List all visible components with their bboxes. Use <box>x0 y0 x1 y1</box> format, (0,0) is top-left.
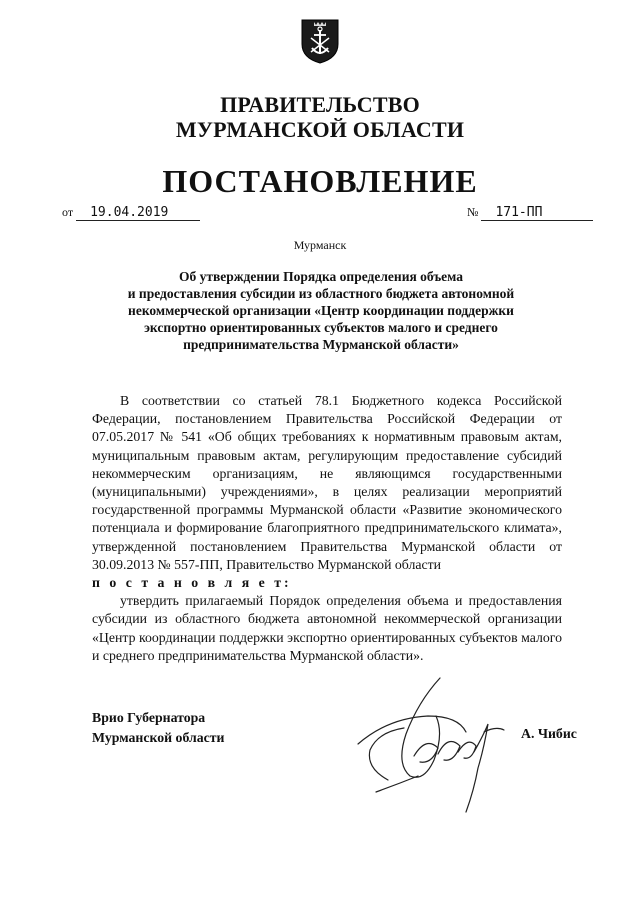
decree-word: п о с т а н о в л я е т: <box>92 575 292 591</box>
government-name-line2: МУРМАНСКОЙ ОБЛАСТИ <box>175 117 465 142</box>
document-type-title: ПОСТАНОВЛЕНИЕ <box>162 163 478 199</box>
document-subject <box>80 268 562 353</box>
preamble-paragraph: В соответствии со статьей 78.1 Бюджетного кодекса Российской Федерации, постановлением Правительства Российской Федерации от 07.05.2017 № 541 «Об общих требованиях к нормативным правовым актам, муниципальным правовым актам, регулирующим предоставление субсидий некоммерческим организациям, не являющимся государственными (муниципальными) учреждениями», в целях реализации мероприятий государственной программы Мурманской области «Развитие экономического потенциала и формирование благоприятного предпринимательского климата», утвержденной постановлением Правительства Мурманской области от 30.09.2013 № 557-ПП, Правительство Мурманской области <box>92 393 562 572</box>
date-prefix: от <box>62 205 74 219</box>
decision-paragraph: утвердить прилагаемый Порядок определения объема и предоставления субсидии из областного бюджета автономной некоммерческой организации «Центр координации поддержки экспортно ориентированных субъектов малого и среднего предпринимательства Мурманской области». <box>92 593 562 663</box>
government-name-line1: ПРАВИТЕЛЬСТВО <box>220 92 420 117</box>
subject-line: и предоставления субсидии из областного бюджета автономной <box>127 286 515 301</box>
document-date <box>62 205 200 221</box>
signatory-role <box>92 708 225 748</box>
city-name: Мурманск <box>293 238 347 252</box>
number-value: 171-ПП <box>481 205 593 221</box>
coat-of-arms-icon <box>300 18 340 64</box>
subject-line: Об утверждении Порядка определения объема <box>178 269 464 284</box>
subject-line: предпринимательства Мурманской области» <box>183 337 459 352</box>
signatory-role-line1: Врио Губернатора <box>92 710 206 725</box>
document-number <box>467 205 593 221</box>
document-body <box>92 392 562 665</box>
signatory-role-line2: Мурманской области <box>92 730 225 745</box>
signatory-name: А. Чибис <box>521 726 577 741</box>
subject-line: экспортно ориентированных субъектов малого и среднего <box>144 320 498 335</box>
handwritten-signature-icon <box>348 672 518 820</box>
date-value: 19.04.2019 <box>76 205 200 221</box>
number-prefix: № <box>467 205 479 219</box>
subject-line: некоммерческой организации «Центр координации поддержки <box>128 303 514 318</box>
